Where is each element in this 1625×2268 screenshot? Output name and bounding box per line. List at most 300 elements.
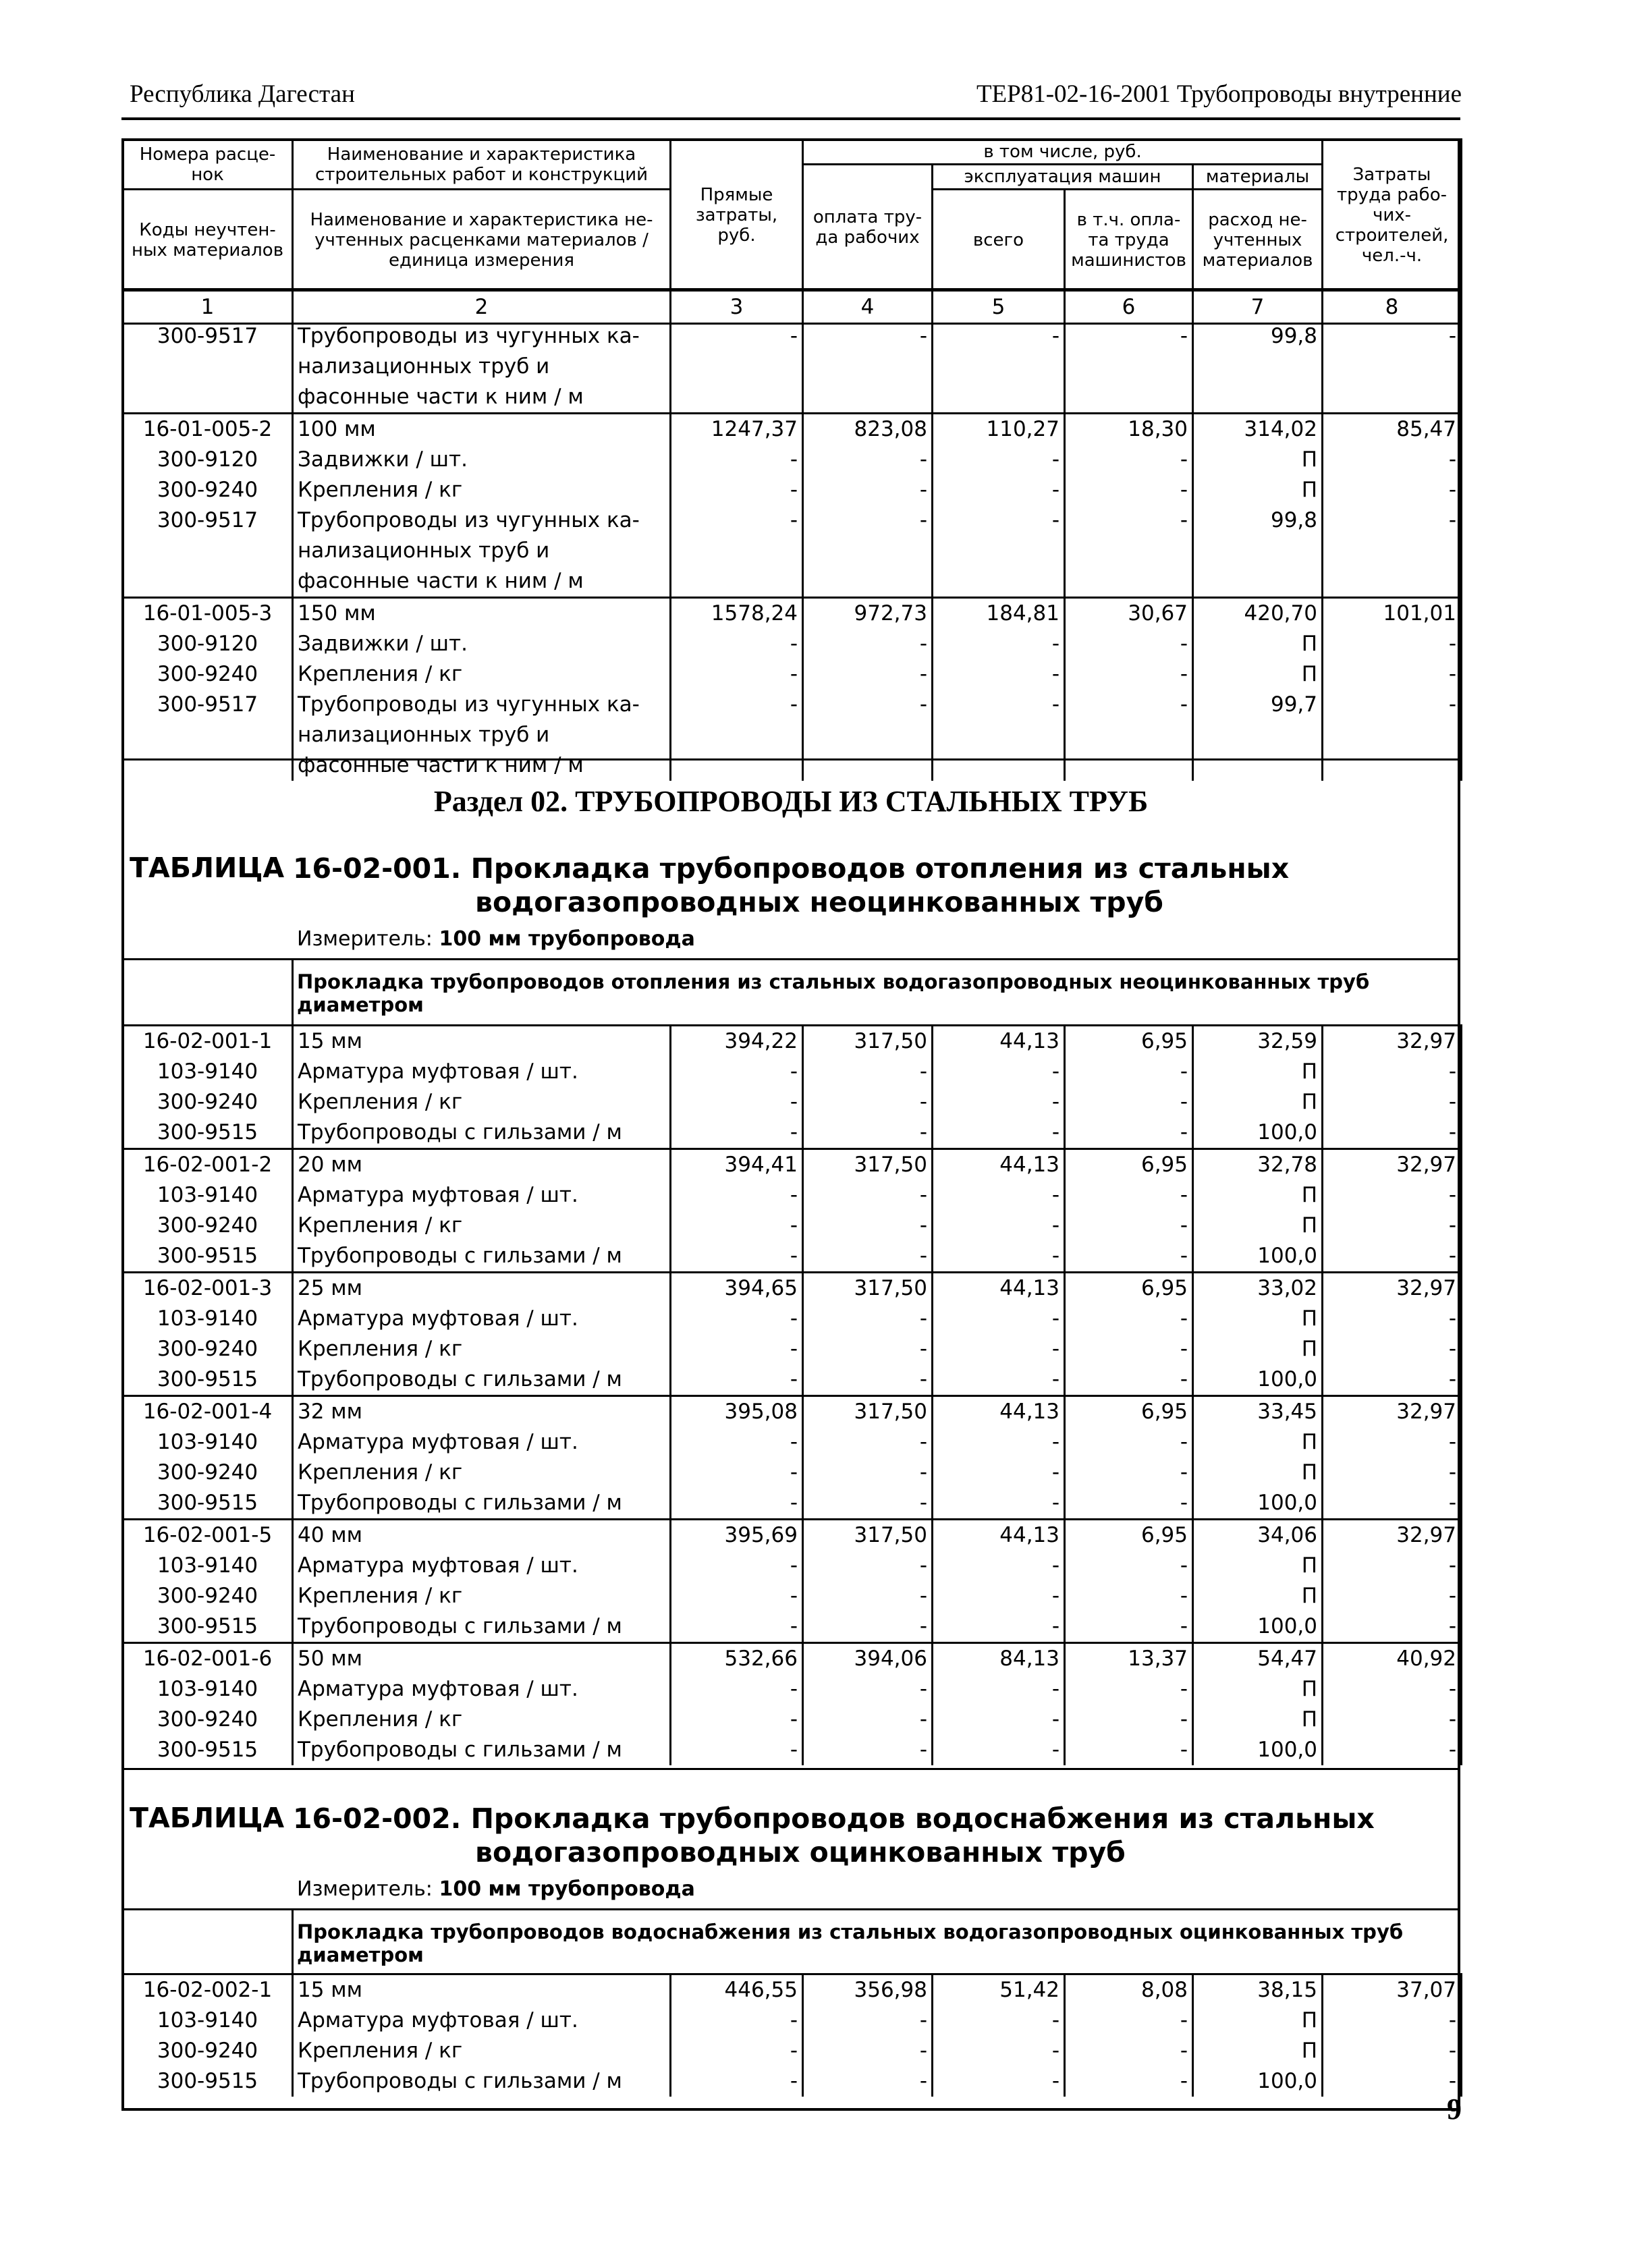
row-code: 300-9515 [123,1488,293,1520]
row-value: П [1193,1180,1323,1211]
row-value: - [1065,445,1193,475]
row-value: - [1065,1581,1193,1611]
row-value: - [671,1087,803,1117]
row-value: - [671,1674,803,1705]
row-value: 100,0 [1193,1611,1323,1643]
row-value: - [933,1304,1065,1334]
row-value: 32,97 [1323,1520,1462,1551]
row-value: - [1323,659,1462,690]
row-value: - [1323,1581,1462,1611]
row-value: 85,47 [1323,414,1462,445]
row-value: - [803,659,933,690]
row-description: 50 мм [293,1643,671,1675]
group-title: Прокладка трубопроводов водоснабжения из стальных водогазопроводных оцинкованных труб диаметром [297,1920,1404,1966]
row-value: - [933,1674,1065,1705]
row-value: - [671,321,803,414]
row-value: 32,78 [1193,1149,1323,1181]
row-value: 317,50 [803,1149,933,1181]
table-row [123,2036,1462,2066]
row-value: - [803,475,933,505]
row-code: 300-9240 [123,659,293,690]
row-description: 25 мм [293,1273,671,1304]
row-value: - [933,1180,1065,1211]
row-value: - [671,475,803,505]
row-value: - [803,1581,933,1611]
table-row [123,1974,1462,2006]
row-code: 16-02-001-6 [123,1643,293,1675]
row-value: - [933,1581,1065,1611]
row-value: 532,66 [671,1643,803,1675]
row-value: - [933,445,1065,475]
page-number: 9 [1447,2093,1462,2126]
column-divider [292,1908,294,1973]
row-value: - [933,321,1065,414]
row-value: 394,65 [671,1273,803,1304]
row-value: - [1065,1057,1193,1087]
row-value: - [671,1705,803,1735]
row-value: 446,55 [671,1974,803,2006]
table-row [123,659,1462,690]
row-value: - [1323,445,1462,475]
row-value: - [1323,690,1462,781]
row-description: Крепления / кг [293,1211,671,1241]
table-row [123,1180,1462,1211]
row-value: П [1193,1581,1323,1611]
row-value: - [933,1241,1065,1273]
row-value: - [1065,1180,1193,1211]
table-title [293,852,1289,919]
header-labor-costs: Затраты труда рабо-чих-строителей, чел.-ч. [1323,140,1462,291]
row-value: 100,0 [1193,1117,1323,1149]
table-row [123,475,1462,505]
row-value: - [933,2036,1065,2066]
row-value: - [803,1705,933,1735]
row-value: - [803,690,933,781]
row-value: 394,41 [671,1149,803,1181]
header-materials: материалы [1193,165,1323,190]
row-value: 44,13 [933,1149,1065,1181]
header-machines-total: всего [933,190,1065,291]
table-label: ТАБЛИЦА [130,852,285,884]
column-header [121,138,1462,292]
table-row [123,1551,1462,1581]
row-value: - [933,2006,1065,2036]
column-number: 5 [933,290,1065,324]
row-value: - [671,1611,803,1643]
table-row [123,629,1462,659]
row-value: П [1193,2036,1323,2066]
row-value: - [1065,1674,1193,1705]
header-worker-pay: оплата тру-да рабочих [803,165,933,291]
row-value: 317,50 [803,1273,933,1304]
row-value: П [1193,1304,1323,1334]
row-code: 16-02-001-5 [123,1520,293,1551]
table-row [123,1057,1462,1087]
row-value: - [1065,321,1193,414]
header-direct-costs: Прямые затраты, руб. [671,140,803,291]
row-value: - [1065,1364,1193,1396]
table-row [123,1611,1462,1643]
rates-table-16-02-001 [121,1024,1462,1765]
row-description: Арматура муфтовая / шт. [293,1674,671,1705]
row-code: 103-9140 [123,1304,293,1334]
table-label: ТАБЛИЦА [130,1802,285,1834]
table-row [123,2006,1462,2036]
row-value: - [803,1427,933,1458]
row-value: - [1323,2036,1462,2066]
row-value: П [1193,1427,1323,1458]
row-value: - [803,1551,933,1581]
measure-label: Измеритель: [297,1877,433,1901]
row-value: 972,73 [803,598,933,630]
row-description: Трубопроводы с гильзами / м [293,1241,671,1273]
row-description: 15 мм [293,1026,671,1057]
row-value: П [1193,1334,1323,1364]
column-number: 4 [803,290,933,324]
row-value: - [671,1211,803,1241]
row-description: Арматура муфтовая / шт. [293,2006,671,2036]
row-value: - [671,505,803,598]
header-machine-operation: эксплуатация машин [933,165,1193,190]
row-value: 99,8 [1193,505,1323,598]
row-code: 16-02-001-2 [123,1149,293,1181]
row-value: 30,67 [1065,598,1193,630]
table-row [123,1117,1462,1149]
row-value: - [1323,1427,1462,1458]
row-value: 33,02 [1193,1273,1323,1304]
row-value: 356,98 [803,1974,933,2006]
row-description: Крепления / кг [293,475,671,505]
row-code: 300-9240 [123,1705,293,1735]
row-value: П [1193,445,1323,475]
row-value: - [1323,1057,1462,1087]
row-value: - [671,445,803,475]
row-description: Крепления / кг [293,1705,671,1735]
header-material-name: Наименование и характеристика не-учтенных расценками материалов / единица измерения [293,190,671,291]
table-row [123,1520,1462,1551]
row-value: - [671,1735,803,1765]
row-value: - [671,2066,803,2097]
row-value: - [1065,2066,1193,2097]
row-value: - [803,1057,933,1087]
row-value: - [671,1117,803,1149]
row-value: 100,0 [1193,1241,1323,1273]
row-value: П [1193,1705,1323,1735]
row-value: 6,95 [1065,1026,1193,1057]
table-row [123,1304,1462,1334]
row-value: - [933,1611,1065,1643]
row-code: 300-9515 [123,1241,293,1273]
row-value: 6,95 [1065,1520,1193,1551]
row-value: 40,92 [1323,1643,1462,1675]
row-value: 44,13 [933,1396,1065,1428]
table-row [123,1334,1462,1364]
row-value: П [1193,2006,1323,2036]
section-title: Раздел 02. ТРУБОПРОВОДЫ ИЗ СТАЛЬНЫХ ТРУБ [433,785,1149,818]
row-value: - [671,1427,803,1458]
row-value: 6,95 [1065,1149,1193,1181]
row-description: Задвижки / шт. [293,629,671,659]
row-code: 300-9240 [123,1458,293,1488]
row-value: - [671,1458,803,1488]
row-value: 33,45 [1193,1396,1323,1428]
row-code: 300-9515 [123,1364,293,1396]
row-value: - [803,1334,933,1364]
region-header: Республика Дагестан [130,80,355,108]
table-row [123,1273,1462,1304]
row-value: 184,81 [933,598,1065,630]
row-value: П [1193,1551,1323,1581]
table-rule [121,958,1460,960]
row-value: - [1323,1180,1462,1211]
row-code: 300-9515 [123,1117,293,1149]
row-description: 32 мм [293,1396,671,1428]
row-description: Трубопроводы с гильзами / м [293,1364,671,1396]
row-code: 300-9240 [123,1581,293,1611]
row-code: 103-9140 [123,2006,293,2036]
column-number: 2 [293,290,671,324]
row-value: - [803,1458,933,1488]
row-value: - [803,1180,933,1211]
row-description: Задвижки / шт. [293,445,671,475]
row-value: - [671,1304,803,1334]
row-value: - [1323,629,1462,659]
row-value: - [803,1117,933,1149]
column-numbers [121,288,1462,325]
row-value: - [1323,321,1462,414]
row-value: - [803,1674,933,1705]
row-value: - [1065,1304,1193,1334]
row-code: 103-9140 [123,1180,293,1211]
row-value: - [933,1334,1065,1364]
row-value: 99,7 [1193,690,1323,781]
row-value: 317,50 [803,1026,933,1057]
row-value: - [803,1611,933,1643]
row-description: Крепления / кг [293,1581,671,1611]
row-value: - [1323,1674,1462,1705]
header-rate-numbers: Номера расце-нок [123,140,293,190]
row-value: - [1065,2036,1193,2066]
row-value: - [803,1304,933,1334]
measure-value: 100 мм трубопровода [439,927,695,951]
row-value: - [803,445,933,475]
table-row [123,1427,1462,1458]
row-value: - [671,659,803,690]
row-value: - [933,1458,1065,1488]
table-title-line2: водогазопроводных оцинкованных труб [475,1836,1126,1869]
row-value: - [1323,1611,1462,1643]
document-code-header: ТЕР81-02-16-2001 Трубопроводы внутренние [976,80,1462,108]
table-row [123,1674,1462,1705]
row-value: - [803,1211,933,1241]
table-rule [121,1908,1460,1910]
row-value: - [1065,1427,1193,1458]
row-value: - [933,1057,1065,1087]
row-code: 300-9517 [123,690,293,781]
header-including: в том числе, руб. [803,140,1323,165]
row-value: - [803,1364,933,1396]
row-value: 395,08 [671,1396,803,1428]
table-row [123,1705,1462,1735]
row-value: 99,8 [1193,321,1323,414]
row-value: 110,27 [933,414,1065,445]
row-value: П [1193,629,1323,659]
row-code: 103-9140 [123,1551,293,1581]
row-value: - [1065,2006,1193,2036]
row-value: - [933,2066,1065,2097]
row-description: 150 мм [293,598,671,630]
row-code: 300-9240 [123,1334,293,1364]
row-value: - [1065,1551,1193,1581]
row-value: 100,0 [1193,1364,1323,1396]
row-value: 44,13 [933,1273,1065,1304]
row-value: - [1323,1117,1462,1149]
row-value: 317,50 [803,1396,933,1428]
table-row [123,445,1462,475]
row-value: - [803,1488,933,1520]
row-value: - [671,629,803,659]
row-value: - [933,1551,1065,1581]
row-value: - [803,1241,933,1273]
row-value: - [1323,1488,1462,1520]
row-value: П [1193,1087,1323,1117]
column-number: 6 [1065,290,1193,324]
row-description: Трубопроводы с гильзами / м [293,1611,671,1643]
row-description: Трубопроводы из чугунных ка-нализационных труб и фасонные части к ним / м [293,690,671,781]
column-number: 3 [671,290,803,324]
row-description: Арматура муфтовая / шт. [293,1551,671,1581]
row-value: - [1065,1458,1193,1488]
row-value: - [803,1087,933,1117]
row-value: П [1193,1674,1323,1705]
row-value: - [1323,1551,1462,1581]
row-code: 103-9140 [123,1674,293,1705]
table-row [123,414,1462,445]
row-description: 20 мм [293,1149,671,1181]
row-value: - [671,1057,803,1087]
row-value: - [1065,1334,1193,1364]
row-value: 6,95 [1065,1273,1193,1304]
table-row [123,1735,1462,1765]
row-value: - [933,505,1065,598]
row-value: - [1065,505,1193,598]
row-code: 300-9240 [123,1211,293,1241]
row-code: 300-9515 [123,2066,293,2097]
row-value: - [933,1705,1065,1735]
row-value: 1247,37 [671,414,803,445]
row-value: - [671,1241,803,1273]
row-value: - [1065,1705,1193,1735]
row-value: - [1065,1611,1193,1643]
row-value: - [1323,1334,1462,1364]
row-value: 394,22 [671,1026,803,1057]
row-description: Арматура муфтовая / шт. [293,1180,671,1211]
row-value: П [1193,475,1323,505]
measure-unit [297,1877,695,1901]
row-code: 300-9517 [123,321,293,414]
row-description: Крепления / кг [293,1334,671,1364]
row-value: 32,97 [1323,1149,1462,1181]
row-value: П [1193,1211,1323,1241]
row-value: - [671,1551,803,1581]
row-code: 103-9140 [123,1427,293,1458]
table-row [123,1396,1462,1428]
row-code: 16-01-005-3 [123,598,293,630]
row-description: Трубопроводы с гильзами / м [293,1488,671,1520]
table-row [123,2066,1462,2097]
row-value: - [671,2006,803,2036]
table-row [123,1581,1462,1611]
row-value: - [1323,1458,1462,1488]
row-value: - [1323,2006,1462,2036]
row-code: 300-9120 [123,629,293,659]
row-value: - [671,2036,803,2066]
row-description: Крепления / кг [293,2036,671,2066]
row-value: 32,59 [1193,1026,1323,1057]
row-code: 103-9140 [123,1057,293,1087]
row-description: Трубопроводы из чугунных ка-нализационных труб и фасонные части к ним / м [293,321,671,414]
row-code: 300-9515 [123,1611,293,1643]
row-value: 6,95 [1065,1396,1193,1428]
row-code: 16-02-001-1 [123,1026,293,1057]
row-description: Трубопроводы с гильзами / м [293,2066,671,2097]
row-value: - [803,321,933,414]
row-value: П [1193,1458,1323,1488]
row-value: 100,0 [1193,1735,1323,1765]
row-value: 1578,24 [671,598,803,630]
row-value: - [933,1117,1065,1149]
row-code: 16-02-002-1 [123,1974,293,2006]
table-row [123,1026,1462,1057]
row-value: - [933,1488,1065,1520]
row-value: - [933,690,1065,781]
row-value: 51,42 [933,1974,1065,2006]
row-value: 420,70 [1193,598,1323,630]
measure-label: Измеритель: [297,927,433,951]
row-description: Арматура муфтовая / шт. [293,1304,671,1334]
row-value: - [933,475,1065,505]
table-row [123,1211,1462,1241]
section-rule [121,758,1460,760]
table-row [123,598,1462,630]
row-code: 300-9240 [123,2036,293,2066]
row-value: - [803,505,933,598]
row-value: - [1065,1117,1193,1149]
row-value: 100,0 [1193,2066,1323,2097]
row-value: - [933,1735,1065,1765]
row-code: 300-9517 [123,505,293,598]
column-divider [292,958,294,1024]
row-value: - [671,1364,803,1396]
row-value: - [1065,1488,1193,1520]
table-title-line1: 16-02-002. Прокладка трубопроводов водоснабжения из стальных [293,1802,1375,1835]
rates-table-16-02-002 [121,1973,1462,2097]
row-value: - [803,2036,933,2066]
row-value: - [803,2066,933,2097]
table-row [123,1241,1462,1273]
row-code: 300-9240 [123,475,293,505]
row-value: - [803,2006,933,2036]
row-description: 100 мм [293,414,671,445]
row-description: Крепления / кг [293,1458,671,1488]
table-row [123,1488,1462,1520]
row-value: - [671,1488,803,1520]
row-value: 317,50 [803,1520,933,1551]
table-row [123,505,1462,598]
row-value: 34,06 [1193,1520,1323,1551]
table-title [293,1802,1375,1869]
row-value: - [1065,1735,1193,1765]
